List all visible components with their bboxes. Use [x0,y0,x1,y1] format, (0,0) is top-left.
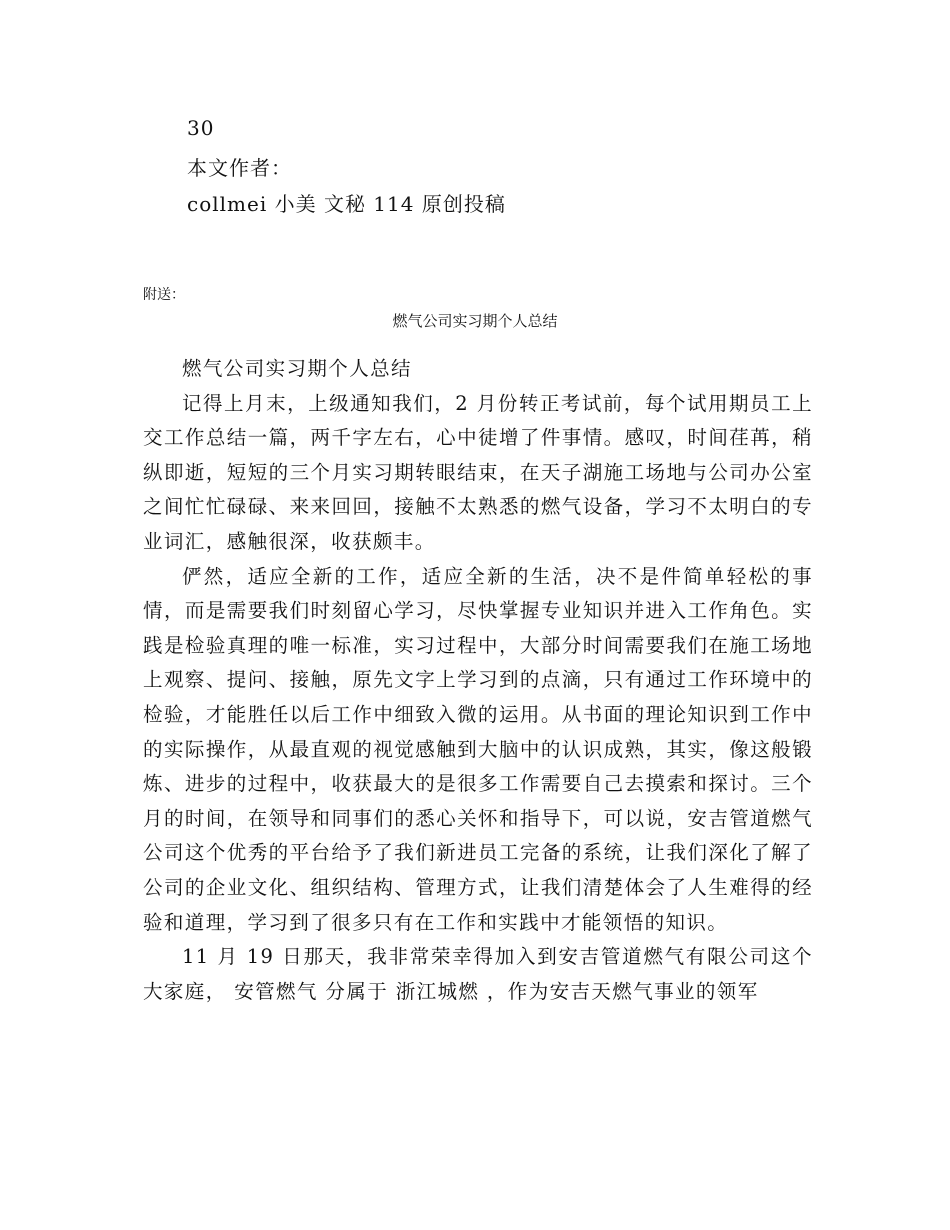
paragraph: 俨然，适应全新的工作，适应全新的生活，决不是件简单轻松的事情，而是需要我们时刻留心学习，尽快掌握专业知识并进入工作角色。实践是检验真理的唯一标准，实习过程中，大部分时间需要我们在施工场地上观察、提问、接触，原先文字上学习到的点滴，只有通过工作环境中的检验，才能胜任以后工作中细致入微的运用。从书面的理论知识到工作中的实际操作，从最直观的视觉感触到大脑中的认识成熟，其实，像这般锻炼、进步的过程中，收获最大的是很多工作需要自己去摸索和探讨。三个月的时间，在领导和同事们的悉心关怀和指导下，可以说，安吉管道燃气公司这个优秀的平台给予了我们新进员工完备的系统，让我们深化了解了公司的企业文化、组织结构、管理方式，让我们清楚体会了人生难得的经验和道理，学习到了很多只有在工作和实践中才能领悟的知识。 [143,564,813,934]
article-body [143,352,813,1009]
paragraph: 记得上月末，上级通知我们，2 月份转正考试前，每个试用期员工上交工作总结一篇，两千字左右，心中徒增了件事情。感叹，时间荏苒，稍纵即逝，短短的三个月实习期转眼结束，在天子湖施工场地与公司办公室之间忙忙碌碌、来来回回，接触不太熟悉的燃气设备，学习不太明白的专业词汇，感触很深，收获颇丰。 [143,391,813,553]
author-label: 本文作者： [187,156,292,180]
page-number: 30 [187,116,215,140]
appendix-label: 附送： [143,287,185,303]
author-name: collmei 小美 文秘 114 原创投稿 [187,192,506,216]
document-title: 燃气公司实习期个人总结 [392,312,558,330]
paragraph: 11 月 19 日那天，我非常荣幸得加入到安吉管道燃气有限公司这个大家庭， 安管燃气 分属于 浙江城燃 ，作为安吉天燃气事业的领军 [143,945,813,1003]
article-heading: 燃气公司实习期个人总结 [182,357,412,380]
